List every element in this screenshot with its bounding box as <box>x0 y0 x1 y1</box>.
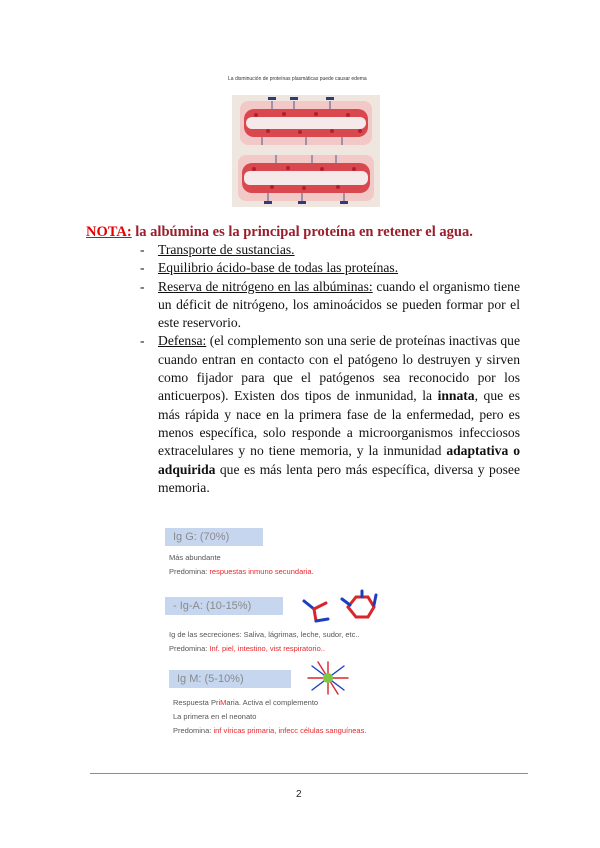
protein-functions-list <box>140 241 520 497</box>
list-dash: - <box>140 333 145 349</box>
igg-title-box: Ig G: (70%) <box>165 528 263 546</box>
igm-line1-c: aria. Activa el complemento <box>226 698 319 707</box>
list-item-label: Defensa: <box>158 333 207 349</box>
iga-title-box: - Ig-A: (10-15%) <box>165 597 283 615</box>
bold-term-innata: innata <box>437 388 475 404</box>
igm-line3 <box>173 726 366 735</box>
igm-line1-b: M <box>220 698 227 707</box>
figure-caption: La disminución de proteínas plasmáticas puede causar edema <box>228 76 367 82</box>
list-item-text: que es más lenta pero más específica, diversa y posee memoria. <box>158 461 520 495</box>
iga-dimer-icon <box>298 593 334 625</box>
list-item-text: , que es más rápida y nace en la primera fase de la enfermedad, pero es menos específica, solo responde a microorganismos infecciosos extracelulares y no tiene memoria, y la inmunidad <box>158 388 520 459</box>
list-dash: - <box>140 242 145 257</box>
list-item-nitrogen-reserve <box>140 278 520 333</box>
nota-line <box>86 224 473 241</box>
list-dash: - <box>140 260 145 276</box>
iga-line2-label: Predomina: <box>169 644 210 653</box>
igm-line1-a: Respuesta Pri <box>173 698 221 707</box>
page-number: 2 <box>296 789 302 800</box>
igm-title-box: Ig M: (5-10%) <box>169 670 291 688</box>
igg-line2 <box>169 567 314 576</box>
list-item-text: (el complemento son una serie de proteínas inactivas que cuando entran en contacto con el patógeno lo destruyen y sirven como fijador para que el patógenos sea reconocido por los anticuerpos). Existen dos tipos de inmunidad, la <box>158 333 520 404</box>
list-item-text: Transporte de sustancias. <box>158 242 295 257</box>
iga-molecule-icon <box>340 589 382 625</box>
list-dash: - <box>140 278 145 294</box>
igg-line1: Más abundante <box>169 553 221 562</box>
iga-line1: Ig de las secreciones: Saliva, lágrimas, leche, sudor, etc.. <box>169 630 360 639</box>
nota-label: NOTA: <box>86 224 132 240</box>
bold-term-adaptativa: adaptativa o adquirida <box>158 443 520 477</box>
nota-text: la albúmina es la principal proteína en retener el agua. <box>131 224 473 240</box>
list-item-defense <box>140 332 520 497</box>
igm-line3-value: inf víricas primaria, infecc células sanguíneas. <box>213 726 367 735</box>
list-item-text: cuando el organismo tiene un déficit de nitrógeno, los aminoácidos se pueden formar por el este reservorio. <box>158 278 520 331</box>
igm-pentamer-icon <box>306 660 350 696</box>
igm-line1 <box>173 698 318 707</box>
iga-line2 <box>169 644 325 653</box>
igg-line2-value: respuestas inmuno secundaria. <box>209 567 314 576</box>
igg-line2-label: Predomina: <box>169 567 210 576</box>
igm-line3-label: Predomina: <box>173 726 214 735</box>
list-item-acid-base <box>140 259 520 277</box>
iga-line2-value: Inf. piel, intestino, vist respiratorio.. <box>209 644 325 653</box>
footer-divider <box>90 773 528 774</box>
igm-line2: La primera en el neonato <box>173 712 257 721</box>
capillary-edema-figure <box>232 95 380 207</box>
list-item-label: Reserva de nitrógeno en las albúminas: <box>158 278 373 294</box>
list-item-transport <box>140 241 520 259</box>
list-item-text: Equilibrio ácido-base de todas las proteínas. <box>158 260 399 276</box>
